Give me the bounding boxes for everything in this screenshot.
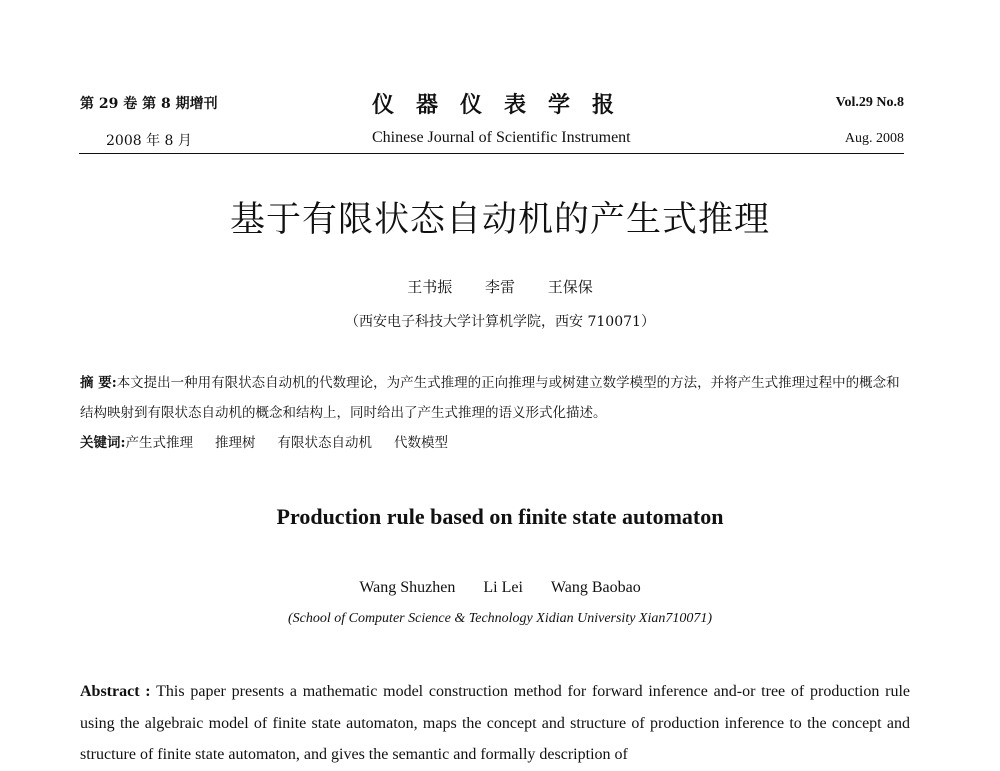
authors-cn	[0, 276, 1000, 297]
volume-issue-cn: 第 29 卷 第 8 期增刊	[80, 96, 218, 112]
keywords-label-cn: 关键词:	[80, 435, 126, 451]
journal-name-cn: 仪器仪表学报	[372, 92, 637, 118]
author-cn: 王保保	[547, 278, 593, 296]
authors-en	[0, 579, 1000, 597]
date-en: Aug. 2008	[844, 131, 904, 146]
author-en: Li Lei	[483, 579, 523, 596]
author-cn: 王书振	[407, 278, 453, 296]
keyword: 代数模型	[393, 435, 448, 451]
abstract-label-cn: 摘 要:	[80, 375, 117, 391]
keyword: 产生式推理	[125, 435, 193, 451]
abstract-text-en: This paper presents a mathematic model construction method for forward inference and-or tree of production rule using the algebraic model of finite state automaton, maps the concept and structure of production inference to the concept and structure of finite state automaton, and gives the semantic and formally description of	[80, 683, 910, 763]
abstract-en	[80, 676, 910, 771]
author-cn: 李雷	[484, 278, 515, 296]
author-en: Wang Shuzhen	[359, 579, 456, 596]
volume-issue-en: Vol.29 No.8	[835, 95, 904, 110]
header-rule	[79, 153, 904, 154]
journal-name-en: Chinese Journal of Scientific Instrument	[372, 129, 631, 146]
author-en: Wang Baobao	[550, 579, 641, 596]
affiliation-cn: （西安电子科技大学计算机学院，西安 710071）	[345, 314, 655, 330]
paper-title-en: Production rule based on finite state automaton	[276, 504, 724, 529]
abstract-cn	[80, 368, 910, 428]
keyword: 推理树	[214, 435, 256, 451]
keywords-cn	[80, 428, 910, 458]
abstract-label-en: Abstract :	[80, 683, 151, 700]
affiliation-en: (School of Computer Science & Technology Xidian University Xian710071)	[287, 611, 713, 626]
keyword: 有限状态自动机	[277, 435, 372, 451]
abstract-text-cn: 本文提出一种用有限状态自动机的代数理论，为产生式推理的正向推理与或树建立数学模型的方法，并将产生式推理过程中的概念和结构映射到有限状态自动机的概念和结构上，同时给出了产生式推理的语义形式化描述。	[80, 375, 900, 421]
date-cn: 2008 年 8 月	[106, 133, 192, 149]
paper-title-cn: 基于有限状态自动机的产生式推理	[229, 200, 770, 240]
